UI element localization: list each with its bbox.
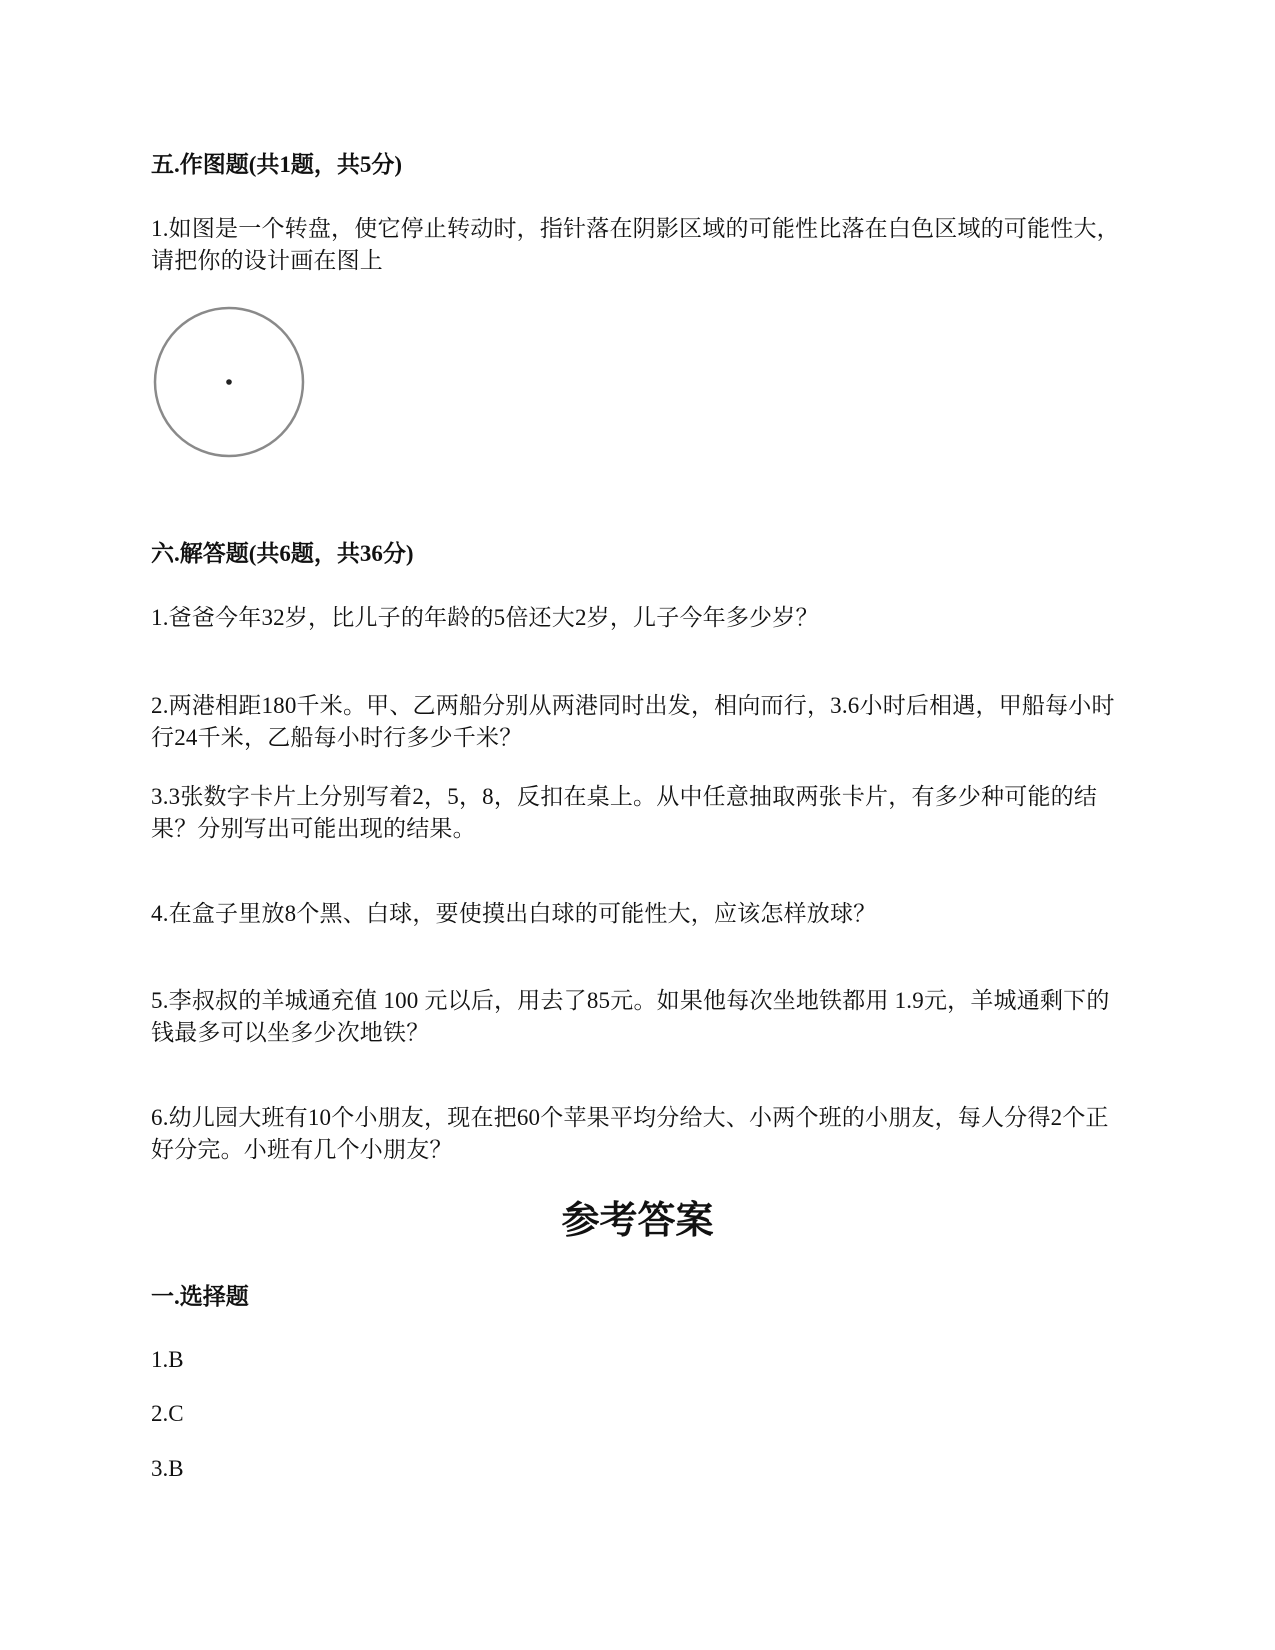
answer-item-3: 3.B bbox=[151, 1456, 184, 1481]
section6-question-2: 2.两港相距180千米。甲、乙两船分别从两港同时出发，相向而行，3.6小时后相遇，甲船每小时行24千米，乙船每小时行多少千米？ bbox=[151, 693, 1115, 750]
section5-heading: 五.作图题(共1题，共5分) bbox=[151, 152, 403, 177]
section6-question-3: 3.3张数字卡片上分别写着2，5，8，反扣在桌上。从中任意抽取两张卡片，有多少种可能的结果？分别写出可能出现的结果。 bbox=[151, 784, 1098, 841]
section6-question-4: 4.在盒子里放8个黑、白球，要使摸出白球的可能性大，应该怎样放球？ bbox=[151, 901, 877, 926]
section6-question-6: 6.幼儿园大班有10个小朋友，现在把60个苹果平均分给大、小两个班的小朋友，每人分得2个正好分完。小班有几个小朋友？ bbox=[151, 1105, 1109, 1162]
section6-question-1: 1.爸爸今年32岁，比儿子的年龄的5倍还大2岁，儿子今年多少岁？ bbox=[151, 605, 819, 630]
section5-question-1: 1.如图是一个转盘，使它停止转动时，指针落在阴影区域的可能性比落在白色区域的可能性大，请把你的设计画在图上 bbox=[151, 216, 1120, 273]
answers-title: 参考答案 bbox=[561, 1200, 714, 1242]
section6-question-5: 5.李叔叔的羊城通充值 100 元以后，用去了85元。如果他每次坐地铁都用 1.9元，羊城通剩下的钱最多可以坐多少次地铁？ bbox=[151, 988, 1110, 1045]
answer-item-2: 2.C bbox=[151, 1401, 184, 1426]
answer-item-1: 1.B bbox=[151, 1347, 184, 1372]
spinner-center-dot bbox=[226, 379, 232, 385]
answers-section1-heading: 一.选择题 bbox=[151, 1284, 249, 1309]
spinner-circle-figure bbox=[151, 306, 311, 466]
section6-heading: 六.解答题(共6题，共36分) bbox=[151, 541, 414, 566]
